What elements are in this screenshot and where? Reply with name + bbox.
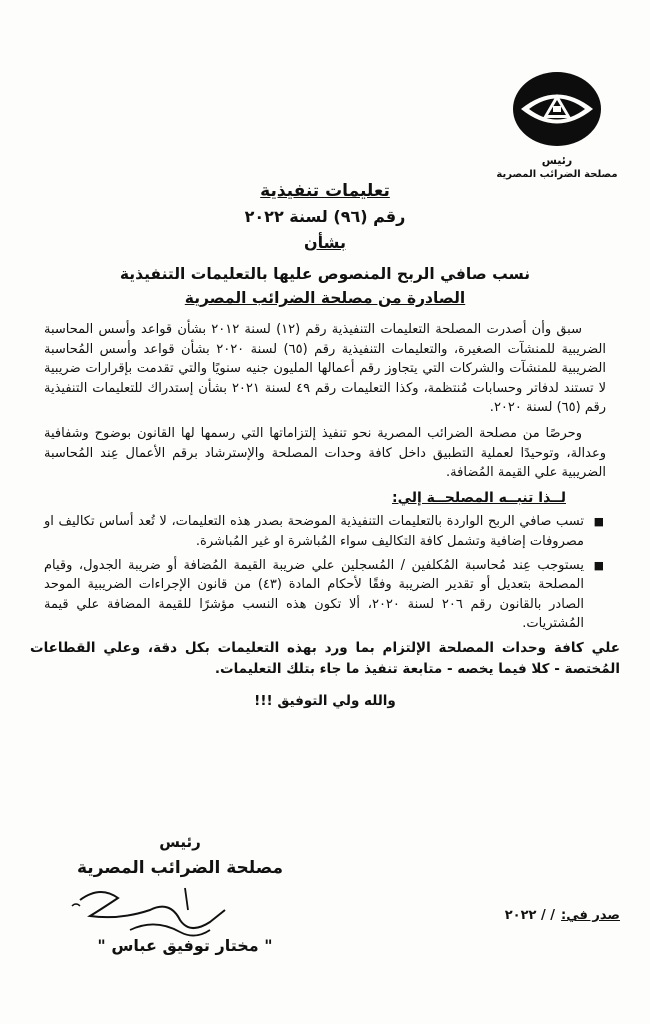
list-item: ■ يستوجب عِند مُحاسبة المُكلفين / المُسجلين علي ضريبة القيمة المُضافة أو ضريبة الجدول، وقيام المصلحة بتعديل أو تقدير الضريبة وفقًا لأحكام المادة (٤٣) من قانون الإجراءات الضريبية الموحد الصادر بالقانون رقم ٢٠٦ لسنة ٢٠٢٠، ألا تكون هذه النسب مؤشرًا للقيمة المضافة علي قيمة المُشتريات. bbox=[44, 556, 606, 634]
document-body bbox=[30, 320, 620, 712]
signature-titles bbox=[40, 830, 320, 882]
final-instruction: علي كافة وحدات المصلحة الإلتزام بما ورد بهذه التعليمات بكل دقة، وعلي القطاعات المُختصة - كلا فيما يخصه - متابعة تنفيذ ما جاء بتلك التعليمات. bbox=[30, 639, 620, 677]
heading-about: بشأن bbox=[304, 233, 346, 252]
issued-label: صدر في: bbox=[561, 908, 620, 923]
directive-list bbox=[44, 512, 606, 634]
logo-block bbox=[492, 70, 622, 181]
list-item: ■ تسب صافي الربح الواردة بالتعليمات التنفيذية الموضحة بصدر هذه التعليمات، لا تُعد أساس تكاليف او مصروفات إضافية وتشمل كافة التكاليف سواء المُباشرة او غير المُباشرة. bbox=[44, 512, 606, 551]
paragraph-2: وحرصًا من مصلحة الضرائب المصرية نحو تنفيذ إلتزاماتها التي رسمها لها القانون بوضوح وشفافية وعدالة، وتوحيدًا لعملية التطبيق داخل كافة وحدات المصلحة والإسترشاد برقم الأعمال عِند المُحاسبة الضريبية علي القيمة المُضافة. bbox=[44, 425, 606, 481]
subject-line-1: نسب صافي الربح المنصوص عليها بالتعليمات التنفيذية bbox=[119, 265, 531, 283]
signature-title-2: مصلحة الضرائب المصرية bbox=[77, 858, 283, 878]
subject-line-2: الصادرة من مصلحة الضرائب المصرية bbox=[184, 289, 466, 307]
issued-date: / / ٢٠٢٢ bbox=[504, 908, 556, 923]
eye-emblem-icon bbox=[511, 70, 603, 148]
paragraph-1: سبق وأن أصدرت المصلحة التعليمات التنفيذية رقم (١٢) لسنة ٢٠١٢ بشأن قواعد وأسس المحاسبة الضريبية للمنشآت الصغيرة، والتعليمات التنفيذية رقم (٦٥) لسنة ٢٠٢٠ بشأن قواعد وأسس المُحاسبة الضريبية للمنشآت والشركات التي يتجاوز رقم أعمالها المليون جنيه سنويًا والتي تقدمت بإقرارات ضريبية لا تستند لدفاتر وحسابات مُنتظمة، وكذا التعليمات رقم ٤٩ لسنة ٢٠٢١ بشأن إستدراك للتعليمات التنفيذية رقم (٦٥) لسنة ٢٠٢٠. bbox=[44, 322, 606, 416]
closing-line: والله ولي التوفيق !!! bbox=[254, 692, 396, 709]
document-subject bbox=[40, 262, 610, 310]
logo-subtitle: مصلحة الضرائب المصرية bbox=[496, 169, 618, 180]
document-heading bbox=[150, 178, 500, 256]
heading-title: تعليمات تنفيذية bbox=[260, 181, 390, 201]
issued-on-line bbox=[384, 908, 620, 923]
logo-title: رئيس bbox=[541, 154, 573, 167]
heading-number: رقم (٩٦) لسنة ٢٠٢٢ bbox=[244, 207, 406, 226]
signatory-name: " مختار توفيق عباس " bbox=[97, 936, 273, 955]
directive-heading: لــذا تنبــه المصلحــة إلي: bbox=[391, 489, 566, 506]
signature-title-1: رئيس bbox=[159, 833, 201, 851]
